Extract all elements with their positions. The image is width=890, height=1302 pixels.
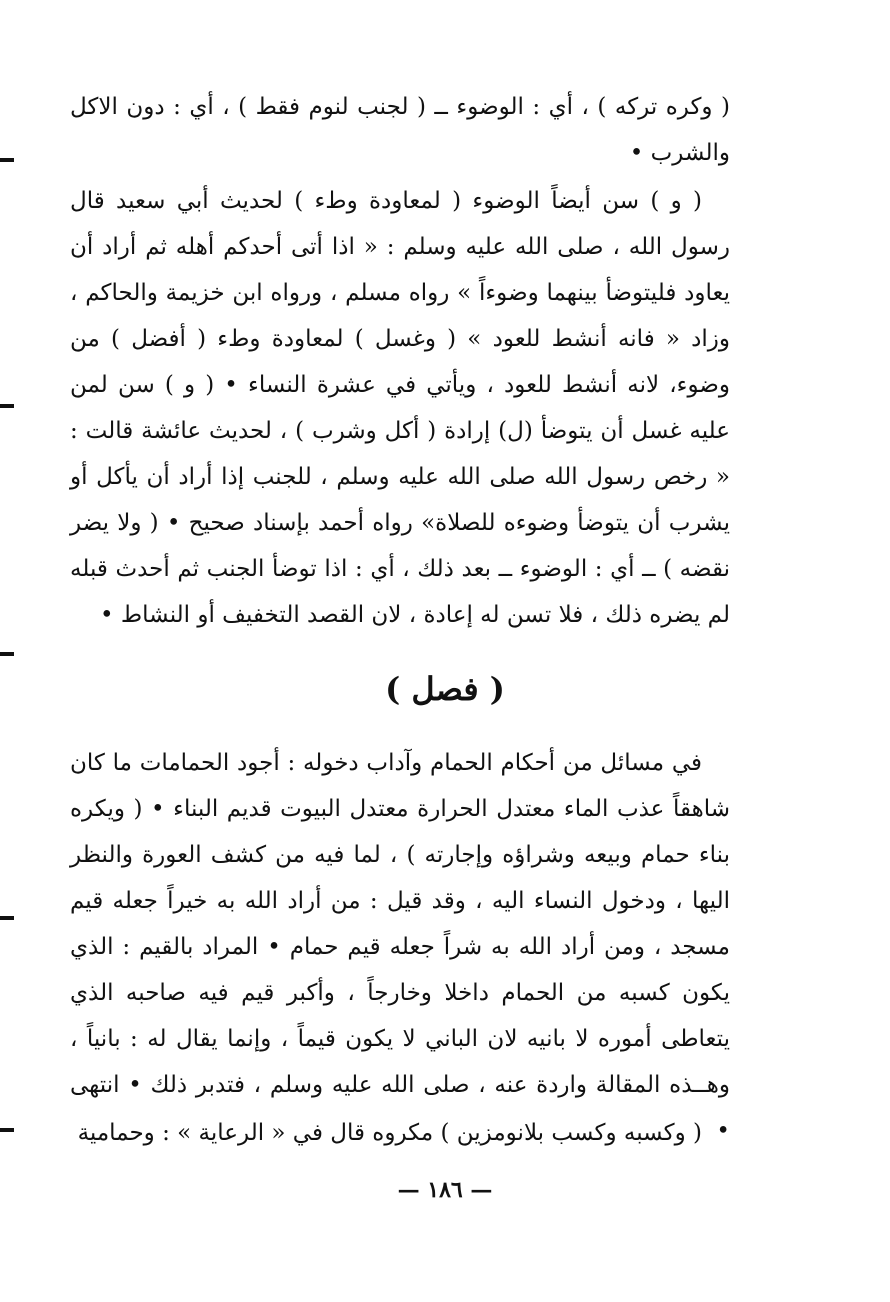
paragraph-third xyxy=(70,740,730,1154)
section-heading: ( فصل ) xyxy=(385,670,505,708)
margin-mark xyxy=(0,1128,14,1132)
margin-mark xyxy=(0,158,14,162)
paragraph-text: ( وكره تركه ) ، أي : الوضوء ــ ( لجنب لنوم فقط ) ، أي : دون الاكل والشرب • xyxy=(70,94,730,166)
paragraph-text: ( و ) سن أيضاً الوضوء ( لمعاودة وطء ) لحديث أبي سعيد قال رسول الله ، صلى الله عليه وسلم : « اذا أتى أحدكم أهله ثم أراد أن يعاود فليتوضأ بينهما وضوءاً » رواه مسلم ، ورواه ابن خزيمة والحاكم ، وزاد « فانه أنشط للعود » ( وغسل ) لمعاودة وطء ( أفضل ) من وضوء، لانه أنشط للعود ، ويأتي في عشرة النساء • ( و ) سن لمن عليه غسل أن يتوضأ (ل) إرادة ( أكل وشرب ) ، لحديث عائشة قالت : « رخص رسول الله صلى الله عليه وسلم ، للجنب إذا أراد أن يأكل أو يشرب أن يتوضأ وضوءه للصلاة» رواه أحمد بإسناد صحيح • ( ولا يضر نقضه ) ــ أي : الوضوء ــ بعد ذلك ، أي : اذا توضأ الجنب ثم أحدث قبله لم يضره ذلك ، فلا تسن له إعادة ، لان القصد التخفيف أو النشاط • xyxy=(70,188,730,628)
paragraph-top xyxy=(70,84,730,176)
paragraph-second xyxy=(70,178,730,638)
margin-mark xyxy=(0,404,14,408)
page-number: — ١٨٦ — xyxy=(397,1177,493,1203)
margin-mark xyxy=(0,652,14,656)
paragraph-text: ( وكسبه وكسب بلانومزين ) مكروه قال في « الرعاية » : وحمامية xyxy=(77,1120,702,1146)
paragraph-fourth xyxy=(70,1110,730,1156)
margin-mark xyxy=(0,916,14,920)
paragraph-text: في مسائل من أحكام الحمام وآداب دخوله : أجود الحمامات ما كان شاهقاً عذب الماء معتدل الحرارة معتدل البيوت قديم البناء • ( ويكره بناء حمام وبيعه وشراؤه وإجارته ) ، لما فيه من كشف العورة والنظر اليها ، ودخول النساء اليه ، وقد قيل : من أراد الله به خيراً جعله قيم مسجد ، ومن أراد الله به شراً جعله قيم حمام • المراد بالقيم : الذي يكون كسبه من الحمام داخلا وخارجاً ، وأكبر قيم فيه صاحبه الذي يتعاطى أموره لا بانيه لان الباني لا يكون قيماً ، وإنما يقال له : بانياً ، وهــذه المقالة واردة عنه ، صلى الله عليه وسلم ، فتدبر ذلك • انتهى • xyxy=(70,750,730,1144)
